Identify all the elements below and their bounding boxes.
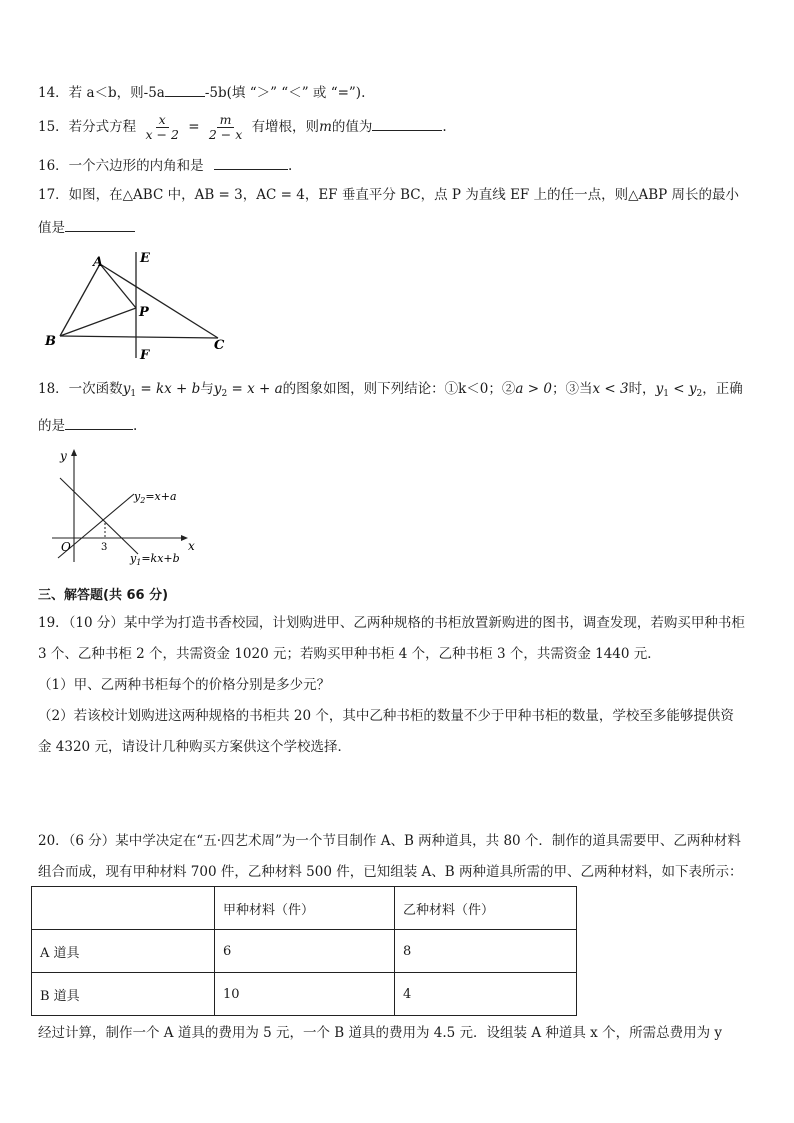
label-y2: $y_2=x+a$ [134, 490, 177, 505]
label-a: A [93, 255, 104, 270]
label-p: P [139, 305, 149, 320]
q14-answer-blank[interactable] [165, 83, 205, 97]
q17-answer-blank[interactable] [65, 218, 135, 232]
q18-answer-blank[interactable] [65, 416, 133, 430]
question-17-line-1: 17．如图，在△ABC 中，AB = 3，AC = 4，EF 垂直平分 BC，点 P 为直线 EF 上的任一点，则△ABP 周长的最小 [38, 187, 740, 203]
table-header-cell: 甲种材料（件） [215, 887, 395, 930]
q18-graph-figure [46, 446, 206, 572]
question-18-line-1: 18．一次函数$y_1$ = kx + b与$y_2 = x + a$的图象如图，则下列结论：①k＜0；②a > 0；③当x < 3时，$y_1 < y_2$，正确 [38, 381, 743, 399]
q17-triangle-figure [38, 248, 238, 364]
table-cell: 10 [215, 973, 395, 1016]
question-19-sub-2b: 金 4320 元，请设计几种购买方案供这个学校选择． [38, 739, 351, 755]
q14-text-a: 14．若 a＜b，则-5a [38, 85, 165, 101]
label-origin: O [61, 540, 71, 554]
q16-text-a: 16．一个六边形的内角和是 [38, 158, 204, 174]
line-y1 [60, 478, 138, 554]
q18-y2: $y_2 = x + a$ [213, 381, 283, 399]
question-19-line-1: 19．（10 分）某中学为打造书香校园，计划购进甲、乙两种规格的书柜放置新购进的图书，调查发现，若购买甲种书柜 [38, 615, 745, 631]
label-x-axis: x [188, 539, 195, 553]
table-cell: B 道具 [32, 973, 215, 1016]
segment-bp [60, 308, 136, 336]
q15-text-a: 15．若分式方程 [38, 119, 137, 135]
table-row [32, 973, 577, 1016]
question-19-sub-2: （2）若该校计划购进这两种规格的书柜共 20 个，其中乙种书柜的数量不少于甲种书柜的数量，学校至多能够提供资 [38, 708, 734, 724]
question-15 [38, 110, 447, 144]
question-17-line-2: 值是 [38, 218, 135, 237]
question-20-line-1: 20．（6 分）某中学决定在“五·四艺术周”为一个节目制作 A、B 两种道具，共 80 个．制作的道具需要甲、乙两种材料 [38, 833, 741, 849]
q18-inequality: $y_1 < y_2$ [655, 381, 703, 399]
label-c: C [214, 338, 225, 353]
q16-end: . [287, 158, 293, 174]
q15-answer-blank[interactable] [372, 117, 442, 131]
materials-table [31, 886, 577, 1016]
table-header-cell: 乙种材料（件） [395, 887, 577, 930]
q14-text-b: -5b(填 “＞” “＜” 或 “=”). [204, 85, 366, 101]
y-axis-arrow [71, 449, 77, 456]
label-y-axis: y [60, 449, 67, 463]
x-axis-arrow [181, 535, 188, 541]
label-f: F [140, 348, 150, 363]
q15-var: m [319, 119, 332, 135]
table-cell: A 道具 [32, 930, 215, 973]
table-cell: 8 [395, 930, 577, 973]
table-cell: 6 [215, 930, 395, 973]
segment-ap [100, 264, 136, 308]
label-b: B [45, 334, 56, 349]
question-14 [38, 83, 365, 102]
table-cell: 4 [395, 973, 577, 1016]
question-18-line-2: 的是 . [38, 418, 138, 434]
label-tick-3: 3 [101, 542, 108, 553]
q15-fraction-2: $\frac{m}{2 - x}$ [208, 112, 243, 142]
q15-end: . [442, 119, 447, 135]
table-header-row [32, 887, 577, 930]
q15-fraction-1: $\frac{x}{x - 2}$ [145, 112, 179, 142]
question-19-sub-1: （1）甲、乙两种书柜每个的价格分别是多少元？ [38, 677, 331, 693]
table-row [32, 930, 577, 973]
label-e: E [140, 251, 150, 266]
segment-ab [60, 264, 100, 336]
q16-answer-blank[interactable] [214, 156, 288, 170]
question-20-line-2: 组合而成，现有甲种材料 700 件，乙种材料 500 件，已知组装 A、B 两种道具所需的甲、乙两种材料，如下表所示： [38, 864, 743, 880]
table-header-cell [32, 887, 215, 930]
label-y1: $y_1=kx+b$ [130, 552, 180, 567]
q15-text-c: 的值为 [331, 119, 373, 135]
question-19-line-2: 3 个、乙种书柜 2 个，共需资金 1020 元；若购买甲种书柜 4 个，乙种书柜 3 个，共需资金 1440 元． [38, 646, 661, 662]
segment-bc [60, 336, 218, 338]
q15-text-b: 有增根，则 [251, 119, 320, 135]
q18-y1: $y_1$ = kx + b [122, 381, 201, 399]
question-16 [38, 156, 292, 175]
question-20-line-3: 经过计算，制作一个 A 道具的费用为 5 元，一个 B 道具的费用为 4.5 元．设组装 A 种道具 x 个，所需总费用为 y [38, 1025, 723, 1041]
section-3-heading: 三、解答题(共 66 分) [38, 588, 169, 603]
q15-equals: = [188, 119, 200, 135]
segment-ac [100, 264, 218, 338]
